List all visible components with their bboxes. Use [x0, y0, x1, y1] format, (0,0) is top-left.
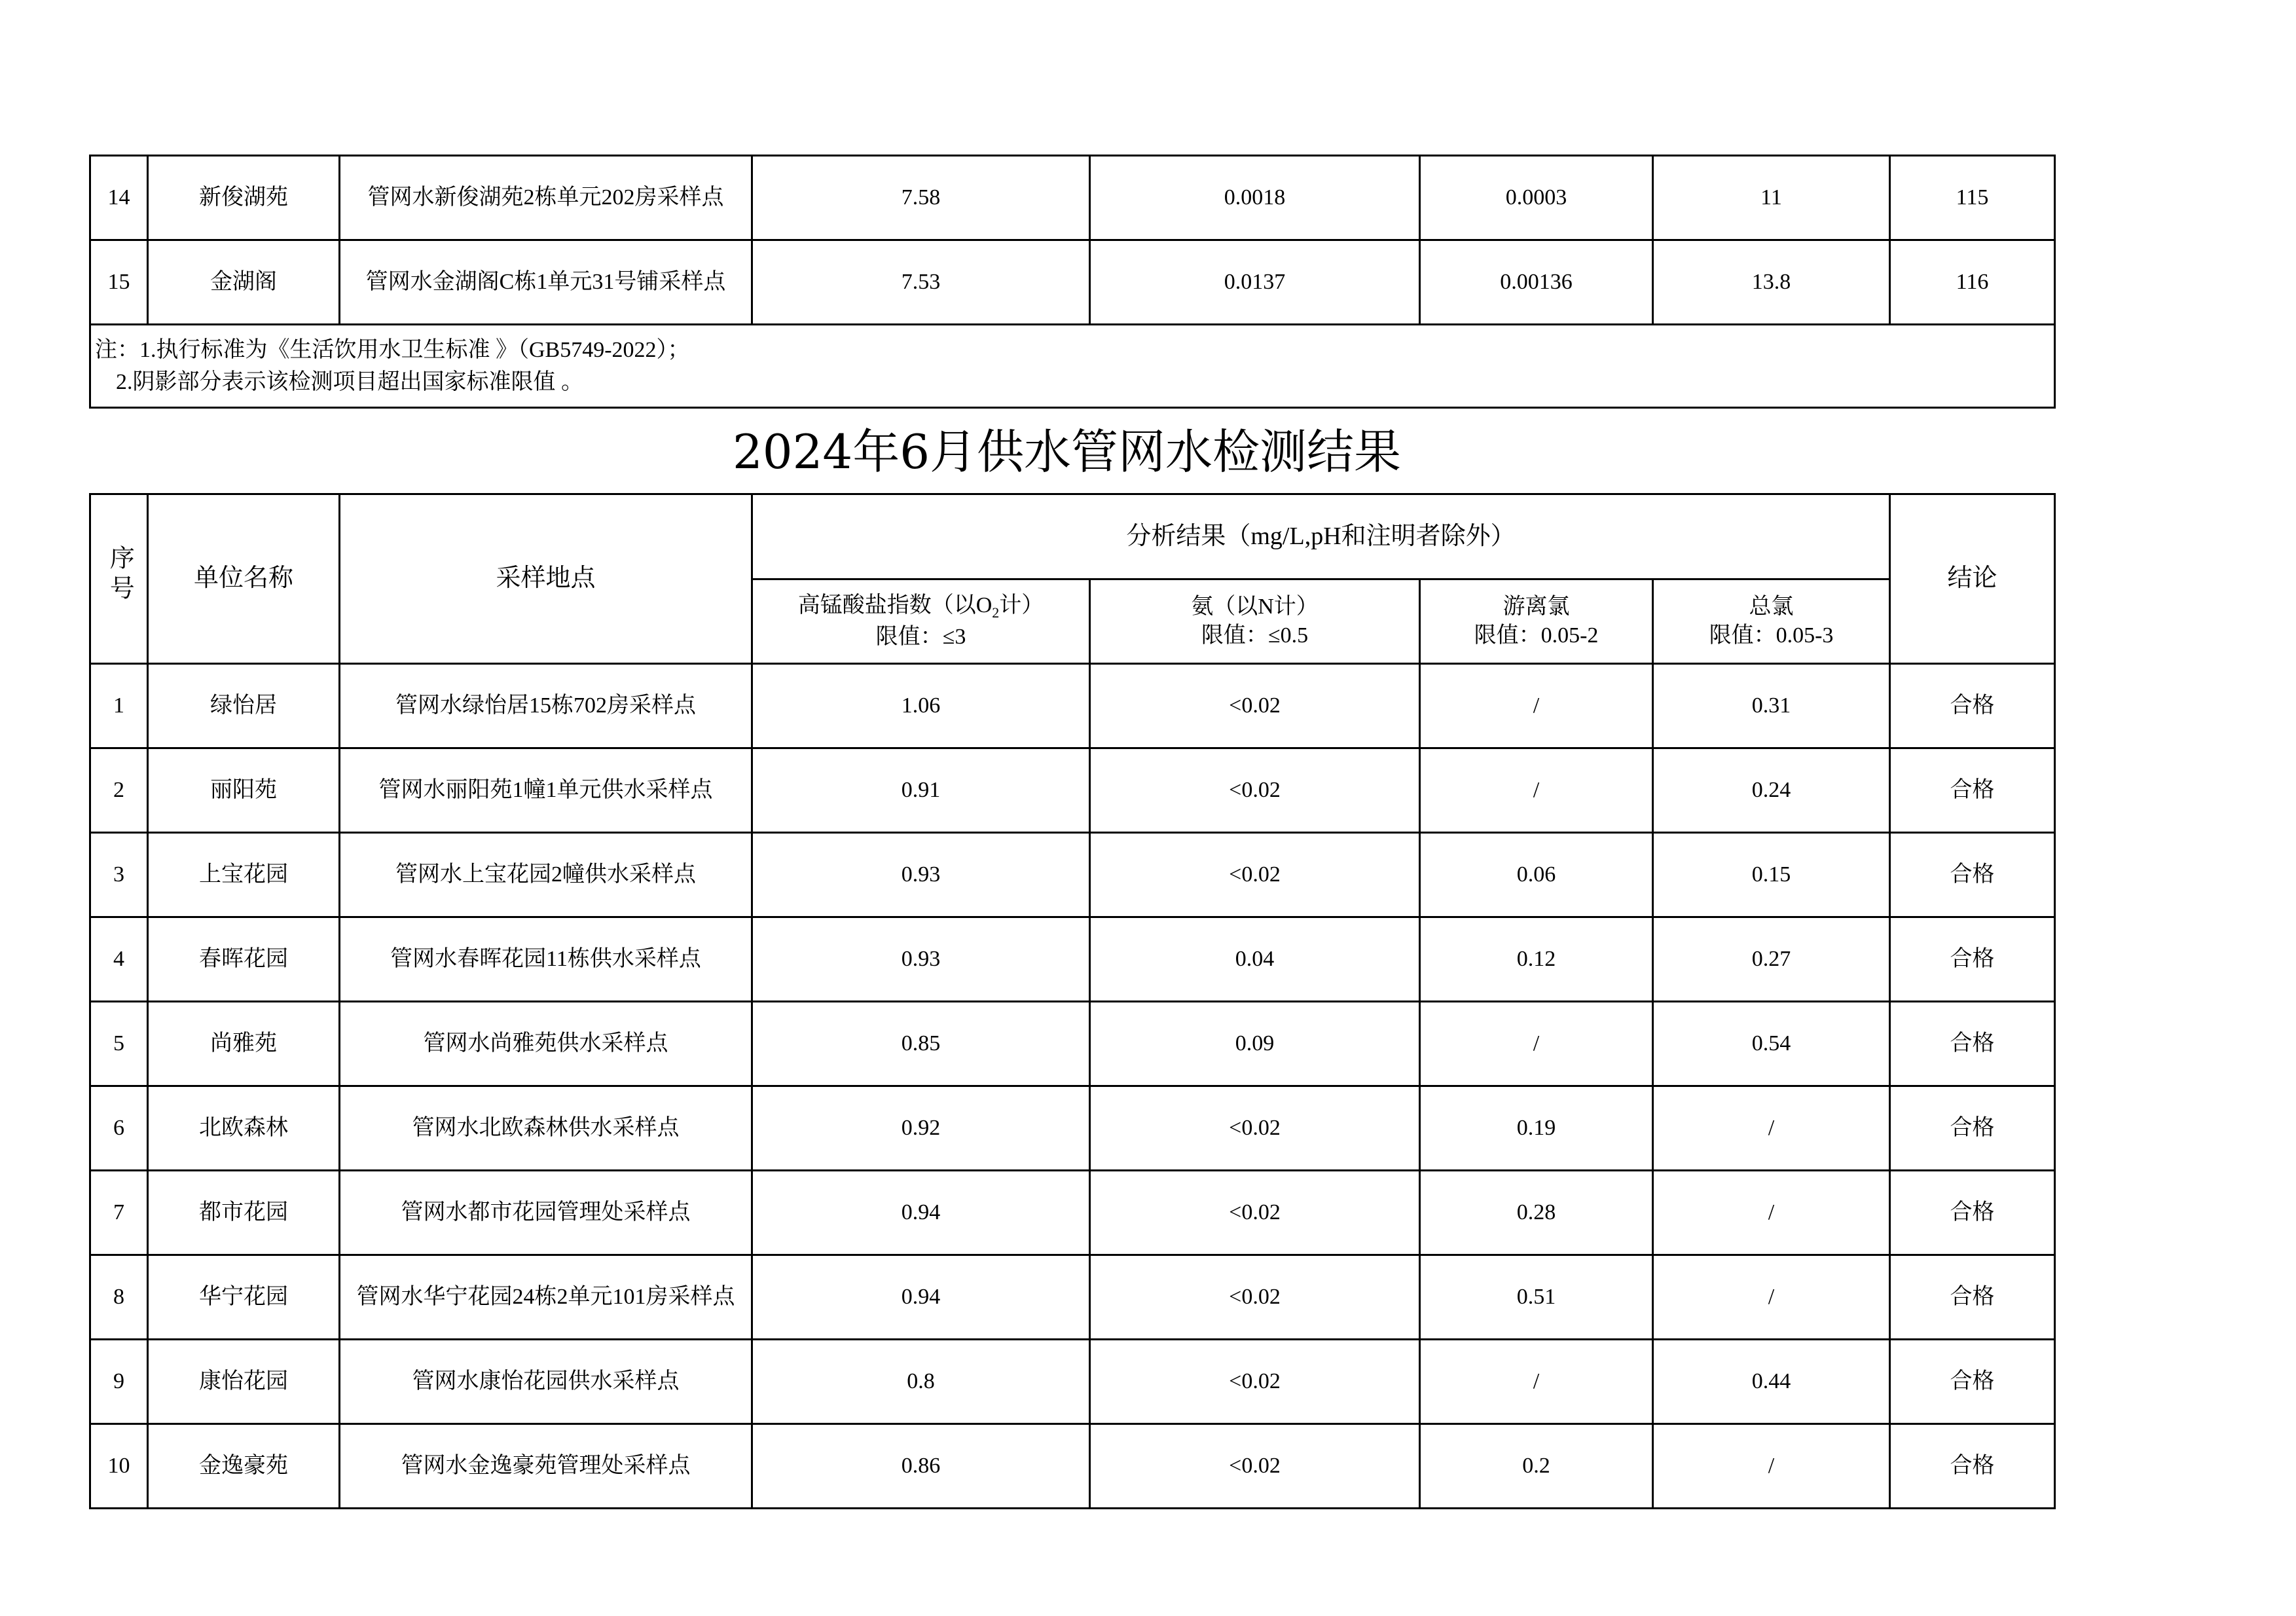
row-number: 5	[90, 1002, 148, 1086]
header-unit: 单位名称	[148, 494, 340, 664]
ammonia-limit: 限值：≤0.5	[1201, 623, 1309, 648]
permanganate-name-pre: 高锰酸盐指数（以O	[797, 593, 993, 618]
permanganate-value: 0.91	[752, 748, 1090, 833]
sample-location: 管网水绿怡居15栋702房采样点	[340, 664, 752, 748]
permanganate-value: 0.94	[752, 1171, 1090, 1255]
permanganate-subscript: 2	[992, 604, 1000, 621]
header-no	[90, 494, 148, 664]
table-row	[90, 1255, 2055, 1340]
total-chlorine-name: 总氯	[1749, 594, 1794, 619]
total-chlorine-value: 0.27	[1653, 917, 1890, 1002]
sample-location: 管网水尚雅苑供水采样点	[340, 1002, 752, 1086]
permanganate-value: 0.94	[752, 1255, 1090, 1340]
free-chlorine-value: /	[1420, 664, 1653, 748]
permanganate-value: 0.93	[752, 917, 1090, 1002]
free-chlorine-value: 0.12	[1420, 917, 1653, 1002]
total-chlorine-value: /	[1653, 1424, 1890, 1509]
ammonia-value: <0.02	[1090, 748, 1420, 833]
sample-location: 管网水新俊湖苑2栋单元202房采样点	[340, 156, 752, 240]
row-number: 7	[90, 1171, 148, 1255]
header-no-label: 序号	[105, 544, 134, 605]
header-total-chlorine	[1653, 579, 1890, 664]
value-cell: 0.00136	[1420, 240, 1653, 325]
table-row	[90, 664, 2055, 748]
total-chlorine-value: 0.54	[1653, 1002, 1890, 1086]
header-free-chlorine	[1420, 579, 1653, 664]
total-chlorine-limit: 限值：0.05-3	[1709, 623, 1834, 648]
unit-name: 都市花园	[148, 1171, 340, 1255]
ammonia-value: 0.04	[1090, 917, 1420, 1002]
table-row	[90, 917, 2055, 1002]
value-cell: 116	[1890, 240, 2055, 325]
row-number: 14	[90, 156, 148, 240]
unit-name: 金逸豪苑	[148, 1424, 340, 1509]
unit-name: 华宁花园	[148, 1255, 340, 1340]
permanganate-limit: 限值：≤3	[875, 624, 966, 649]
permanganate-name-post: 计）	[999, 593, 1044, 618]
sample-location: 管网水金湖阁C栋1单元31号铺采样点	[340, 240, 752, 325]
table-row	[90, 1340, 2055, 1424]
conclusion-value: 合格	[1890, 1086, 2055, 1171]
value-cell: 0.0018	[1090, 156, 1420, 240]
total-chlorine-value: 0.15	[1653, 833, 1890, 917]
conclusion-value: 合格	[1890, 1171, 2055, 1255]
total-chlorine-value: 0.44	[1653, 1340, 1890, 1424]
table-row	[90, 1002, 2055, 1086]
value-cell: 0.0003	[1420, 156, 1653, 240]
permanganate-value: 1.06	[752, 664, 1090, 748]
total-chlorine-value: /	[1653, 1171, 1890, 1255]
conclusion-value: 合格	[1890, 1002, 2055, 1086]
free-chlorine-value: 0.2	[1420, 1424, 1653, 1509]
permanganate-value: 0.92	[752, 1086, 1090, 1171]
notes-row	[90, 325, 2055, 408]
unit-name: 新俊湖苑	[148, 156, 340, 240]
conclusion-value: 合格	[1890, 917, 2055, 1002]
unit-name: 金湖阁	[148, 240, 340, 325]
header-row	[90, 494, 2055, 579]
total-chlorine-value: 0.31	[1653, 664, 1890, 748]
sample-location: 管网水春晖花园11栋供水采样点	[340, 917, 752, 1002]
sample-location: 管网水华宁花园24栋2单元101房采样点	[340, 1255, 752, 1340]
free-chlorine-value: 0.19	[1420, 1086, 1653, 1171]
value-cell: 7.58	[752, 156, 1090, 240]
ammonia-value: <0.02	[1090, 833, 1420, 917]
row-number: 6	[90, 1086, 148, 1171]
unit-name: 丽阳苑	[148, 748, 340, 833]
row-number: 2	[90, 748, 148, 833]
row-number: 3	[90, 833, 148, 917]
notes-cell	[90, 325, 2055, 408]
ammonia-value: <0.02	[1090, 1255, 1420, 1340]
results-table	[89, 493, 2056, 1509]
permanganate-name	[753, 591, 1089, 622]
header-permanganate	[752, 579, 1090, 664]
table-row	[90, 240, 2055, 325]
conclusion-value: 合格	[1890, 833, 2055, 917]
ammonia-value: <0.02	[1090, 1424, 1420, 1509]
table-row	[90, 748, 2055, 833]
total-chlorine-value: 0.24	[1653, 748, 1890, 833]
free-chlorine-value: /	[1420, 1002, 1653, 1086]
unit-name: 尚雅苑	[148, 1002, 340, 1086]
conclusion-value: 合格	[1890, 748, 2055, 833]
note-line-1: 注：1.执行标准为《生活饮用水卫生标准 》（GB5749-2022）；	[95, 337, 690, 362]
table-row	[90, 1171, 2055, 1255]
row-number: 10	[90, 1424, 148, 1509]
free-chlorine-value: /	[1420, 1340, 1653, 1424]
free-chlorine-value: /	[1420, 748, 1653, 833]
sample-location: 管网水康怡花园供水采样点	[340, 1340, 752, 1424]
value-cell: 11	[1653, 156, 1890, 240]
row-number: 1	[90, 664, 148, 748]
ammonia-name: 氨（以N计）	[1191, 594, 1319, 619]
permanganate-value: 0.85	[752, 1002, 1090, 1086]
unit-name: 绿怡居	[148, 664, 340, 748]
table-row	[90, 833, 2055, 917]
header-location: 采样地点	[340, 494, 752, 664]
ammonia-value: 0.09	[1090, 1002, 1420, 1086]
conclusion-value: 合格	[1890, 1255, 2055, 1340]
unit-name: 北欧森林	[148, 1086, 340, 1171]
ammonia-value: <0.02	[1090, 1171, 1420, 1255]
page-title: 2024年6月供水管网水检测结果	[732, 424, 1402, 479]
conclusion-value: 合格	[1890, 1424, 2055, 1509]
unit-name: 康怡花园	[148, 1340, 340, 1424]
ammonia-value: <0.02	[1090, 1340, 1420, 1424]
permanganate-value: 0.86	[752, 1424, 1090, 1509]
value-cell: 0.0137	[1090, 240, 1420, 325]
table-row	[90, 156, 2055, 240]
row-number: 4	[90, 917, 148, 1002]
header-conclusion: 结论	[1890, 494, 2055, 664]
sample-location: 管网水金逸豪苑管理处采样点	[340, 1424, 752, 1509]
total-chlorine-value: /	[1653, 1255, 1890, 1340]
ammonia-value: <0.02	[1090, 664, 1420, 748]
row-number: 15	[90, 240, 148, 325]
table-row	[90, 1086, 2055, 1171]
total-chlorine-value: /	[1653, 1086, 1890, 1171]
header-ammonia	[1090, 579, 1420, 664]
value-cell: 13.8	[1653, 240, 1890, 325]
unit-name: 上宝花园	[148, 833, 340, 917]
value-cell: 115	[1890, 156, 2055, 240]
free-chlorine-value: 0.51	[1420, 1255, 1653, 1340]
row-number: 8	[90, 1255, 148, 1340]
sample-location: 管网水都市花园管理处采样点	[340, 1171, 752, 1255]
sample-location: 管网水上宝花园2幢供水采样点	[340, 833, 752, 917]
unit-name: 春晖花园	[148, 917, 340, 1002]
table-row	[90, 1424, 2055, 1509]
value-cell: 7.53	[752, 240, 1090, 325]
conclusion-value: 合格	[1890, 664, 2055, 748]
note-line-2: 2.阴影部分表示该检测项目超出国家标准限值 。	[116, 370, 583, 394]
free-chlorine-limit: 限值：0.05-2	[1474, 623, 1599, 648]
row-number: 9	[90, 1340, 148, 1424]
free-chlorine-value: 0.28	[1420, 1171, 1653, 1255]
free-chlorine-value: 0.06	[1420, 833, 1653, 917]
permanganate-value: 0.93	[752, 833, 1090, 917]
previous-results-table	[89, 155, 2056, 409]
sample-location: 管网水北欧森林供水采样点	[340, 1086, 752, 1171]
conclusion-value: 合格	[1890, 1340, 2055, 1424]
header-analysis: 分析结果（mg/L,pH和注明者除外）	[752, 494, 1890, 579]
sample-location: 管网水丽阳苑1幢1单元供水采样点	[340, 748, 752, 833]
permanganate-value: 0.8	[752, 1340, 1090, 1424]
ammonia-value: <0.02	[1090, 1086, 1420, 1171]
free-chlorine-name: 游离氯	[1503, 594, 1570, 619]
results-body	[90, 664, 2055, 1509]
